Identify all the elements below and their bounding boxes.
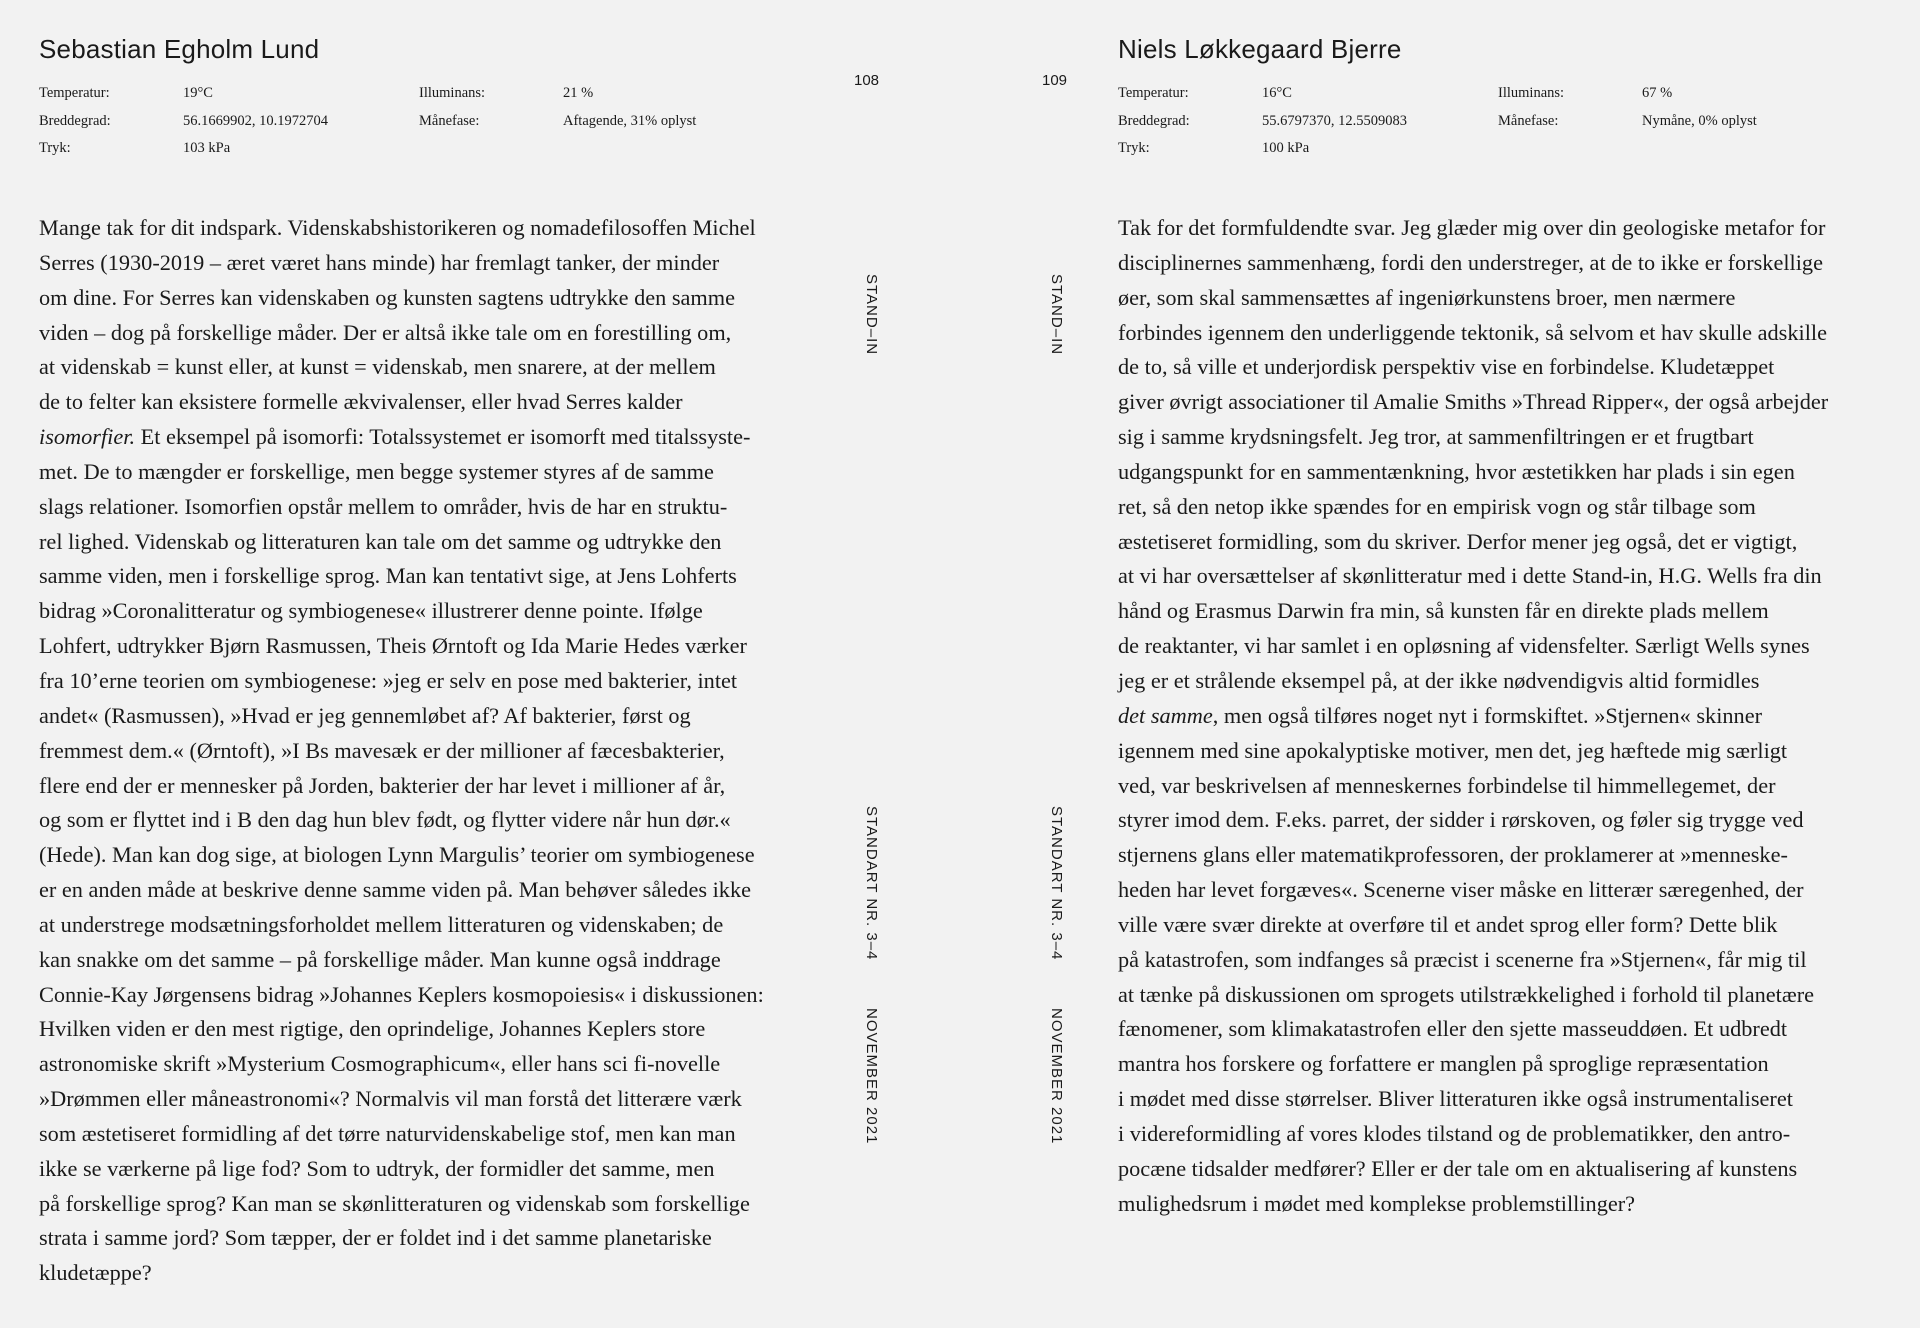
right-page-number: 109 [1042,72,1068,89]
text-line: på katastrofen, som indfanges så præcist i scenerne fra »Stjernen«, får mig til [1118,946,1807,972]
text-line [1118,699,1828,734]
meta-value: 55.6797370, 12.5509083 [1262,112,1407,129]
text-line: stjernens glans eller matematikprofessoren, der proklamerer at »menneske- [1118,842,1788,868]
text-line: (Hede). Man kan dog sige, at biologen Lynn Margulis’ teorier om symbiogenese [39,842,755,868]
meta-value: 67 % [1642,85,1673,101]
text-line: at vi har oversættelser af skønlitteratur med i dette Stand-in, H.G. Wells fra din [1118,563,1822,589]
text-line: hånd og Erasmus Darwin fra min, så kunsten får en direkte plads mellem [1118,598,1769,624]
text-line: strata i samme jord? Som tæpper, der er foldet ind i det samme planetariske [39,1225,712,1251]
meta-value: 21 % [563,85,594,101]
text-line: Hvilken viden er den mest rigtige, den oprindelige, Johannes Keplers store [39,1016,706,1042]
left-gutter-issue: STANDART NR. 3–4 [863,806,880,961]
text-line: udgangspunkt for en sammentænkning, hvor æstetikken har plads i sin egen [1118,458,1795,484]
text-line: forbindes igennem den underliggende tektonik, så selvom et hav skulle adskille [1118,319,1827,345]
italic-term: isomorfier. [39,424,136,450]
text-line: Mange tak for dit indspark. Videnskabshistorikeren og nomadefilosoffen Michel [39,215,756,240]
line-continuation: Et eksempel på isomorfi: Totalssystemet er isomorft med titalssyste- [135,424,751,450]
left-author-name: Sebastian Egholm Lund [39,34,320,64]
meta-label: Tryk: [39,140,71,156]
text-line: ikke se værkerne på lige fod? Som to udtryk, der formidler det samme, men [39,1155,715,1181]
text-line: Serres (1930-2019 – æret været hans minde) har fremlagt tanker, der minder [39,249,720,275]
text-line: viden – dog på forskellige måder. Der er altså ikke tale om en forestilling om, [39,319,732,345]
text-line: fænomener, som klimakatastrofen eller den sjette masseuddøen. Et udbredt [1118,1016,1788,1042]
text-line: mantra hos forskere og forfattere er manglen på sproglige repræsentation [1118,1051,1769,1077]
text-line: rel lighed. Videnskab og litteraturen kan tale om det samme og udtrykke den [39,528,722,554]
meta-label: Temperatur: [1118,85,1189,101]
text-line: astronomiske skrift »Mysterium Cosmographicum«, eller hans sci fi-novelle [39,1051,721,1077]
text-line: Tak for det formfuldendte svar. Jeg glæder mig over din geologiske metafor for [1118,215,1826,240]
text-line: æstetiseret formidling, som du skriver. Derfor mener jeg også, det er vigtigt, [1118,528,1798,554]
text-line: øer, som skal sammensættes af ingeniørkunstens broer, men nærmere [1118,284,1736,310]
text-line: disciplinernes sammenhæng, fordi den understreger, at de to ikke er forskellige [1118,249,1823,275]
text-line [39,420,764,455]
text-line: at videnskab = kunst eller, at kunst = videnskab, men snarere, at der mellem [39,354,716,380]
meta-row [39,135,659,163]
text-line: på forskellige sprog? Kan man se skønlitteraturen og videnskab som forskellige [39,1190,750,1216]
text-line: Lohfert, udtrykker Bjørn Rasmussen, Theis Ørntoft og Ida Marie Hedes værker [39,633,747,659]
meta-label: Illuminans: [419,85,486,101]
text-line: bidrag »Coronalitteratur og symbiogenese« illustrerer denne pointe. Ifølge [39,598,703,624]
meta-row [1118,108,1757,136]
text-line: de to, så ville et underjordisk perspektiv vise en forbindelse. Kludetæppet [1118,354,1775,380]
text-line: de reaktanter, vi har samlet i en opløsning af vidensfelter. Særligt Wells synes [1118,633,1810,659]
meta-value: 16°C [1262,85,1292,101]
text-line: i videreformidling af vores klodes tilstand og de problematikker, den antro- [1118,1120,1791,1146]
text-line: met. De to mængder er forskellige, men begge systemer styres af de samme [39,458,714,484]
meta-label: Temperatur: [39,85,110,101]
right-body-text [1118,211,1828,1221]
text-line: fra 10’erne teorien om symbiogenese: »jeg er selv en pose med bakterier, intet [39,667,738,693]
meta-value: 56.1669902, 10.1972704 [183,112,328,129]
text-line: fremmest dem.« (Ørntoft), »I Bs mavesæk er der millioner af fæcesbakterier, [39,737,725,763]
italic-term: det samme [1118,702,1213,728]
text-line: mulighedsrum i mødet med komplekse problemstillinger? [1118,1190,1636,1216]
line-continuation: , men også tilføres noget nyt i formskiftet. »Stjernen« skinner [1212,702,1763,728]
text-line: sig i samme krydsningsfelt. Jeg tror, at sammenfiltringen er et frugtbart [1118,424,1754,450]
left-body-text [39,211,764,1291]
text-line: og som er flyttet ind i B den dag hun blev født, og flytter videre når hun dør.« [39,807,731,833]
right-gutter-date: NOVEMBER 2021 [1048,1008,1065,1145]
meta-value: 19°C [183,85,213,101]
text-line: samme viden, men i forskellige sprog. Man kan tentativt sige, at Jens Lohferts [39,563,737,589]
meta-value: 103 kPa [183,140,231,156]
text-line: ved, var beskrivelsen af menneskernes forbindelse til himmellegemet, der [1118,772,1776,798]
right-gutter-issue: STANDART NR. 3–4 [1048,806,1065,961]
meta-label: Tryk: [1118,140,1150,156]
right-author-name: Niels Løkkegaard Bjerre [1118,34,1402,64]
meta-label: Breddegrad: [39,112,111,129]
text-line: kan snakke om det samme – på forskellige måder. Man kunne også inddrage [39,946,721,972]
meta-label: Illuminans: [1498,85,1565,101]
text-line: ret, så den netop ikke spændes for en empirisk vogn og står tilbage som [1118,493,1756,519]
meta-row [39,80,659,108]
text-line: styrer imod dem. F.eks. parret, der sidder i rørskoven, og føler sig trygge ved [1118,807,1804,833]
text-line: som æstetiseret formidling af det tørre naturvidenskabelige stof, men kan man [39,1120,736,1146]
left-metadata [39,80,697,163]
text-line: andet« (Rasmussen), »Hvad er jeg gennemløbet af? Af bakterier, først og [39,702,691,728]
right-page [960,0,1920,1328]
meta-row [1118,135,1738,163]
text-line: om dine. For Serres kan videnskaben og kunsten sagtens udtrykke den samme [39,284,736,310]
text-line: pocæne tidsalder medfører? Eller er der tale om en aktualisering af kunstens [1118,1155,1798,1181]
left-page-number: 108 [854,72,880,89]
right-gutter-stand-in: STAND–IN [1048,274,1065,356]
text-line: slags relationer. Isomorfien opstår mellem to områder, hvis de har en struktu- [39,493,728,519]
meta-label: Månefase: [1498,112,1559,129]
text-line: jeg er et strålende eksempel på, at der ikke nødvendigvis altid formidles [1118,667,1760,693]
meta-value: Aftagende, 31% oplyst [563,112,697,129]
right-metadata [1118,80,1757,163]
meta-label: Breddegrad: [1118,112,1190,129]
text-line: flere end der er mennesker på Jorden, bakterier der har levet i millioner af år, [39,772,726,798]
text-line: kludetæppe? [39,1260,152,1286]
text-line: giver øvrigt associationer til Amalie Smiths »Thread Ripper«, der også arbejder [1118,389,1829,415]
text-line: »Drømmen eller måneastronomi«? Normalvis vil man forstå det litterære værk [39,1086,742,1112]
meta-row [1118,80,1738,108]
meta-label: Månefase: [419,112,480,129]
left-gutter-date: NOVEMBER 2021 [863,1008,880,1145]
text-line: de to felter kan eksistere formelle ækvivalenser, eller hvad Serres kalder [39,389,683,415]
text-line: er en anden måde at beskrive denne samme viden på. Man behøver således ikke [39,877,751,903]
meta-value: Nymåne, 0% oplyst [1642,112,1757,129]
text-line: at tænke på diskussionen om sprogets utilstrækkelighed i forhold til planetære [1118,981,1815,1007]
left-gutter-stand-in: STAND–IN [863,274,880,356]
text-line: heden har levet forgæves«. Scenerne viser måske en litterær særegenhed, der [1118,877,1804,903]
text-line: i mødet med disse størrelser. Bliver litteraturen ikke også instrumentaliseret [1118,1086,1793,1112]
meta-value: 100 kPa [1262,140,1310,156]
text-line: igennem med sine apokalyptiske motiver, men det, jeg hæftede mig særligt [1118,737,1788,763]
text-line: ville være svær direkte at overføre til et andet sprog eller form? Dette blik [1118,911,1778,937]
text-line: at understrege modsætningsforholdet mellem litteraturen og videnskaben; de [39,911,724,937]
text-line: Connie-Kay Jørgensens bidrag »Johannes Keplers kosmopoiesis« i diskussionen: [39,981,764,1007]
meta-row [39,108,697,136]
